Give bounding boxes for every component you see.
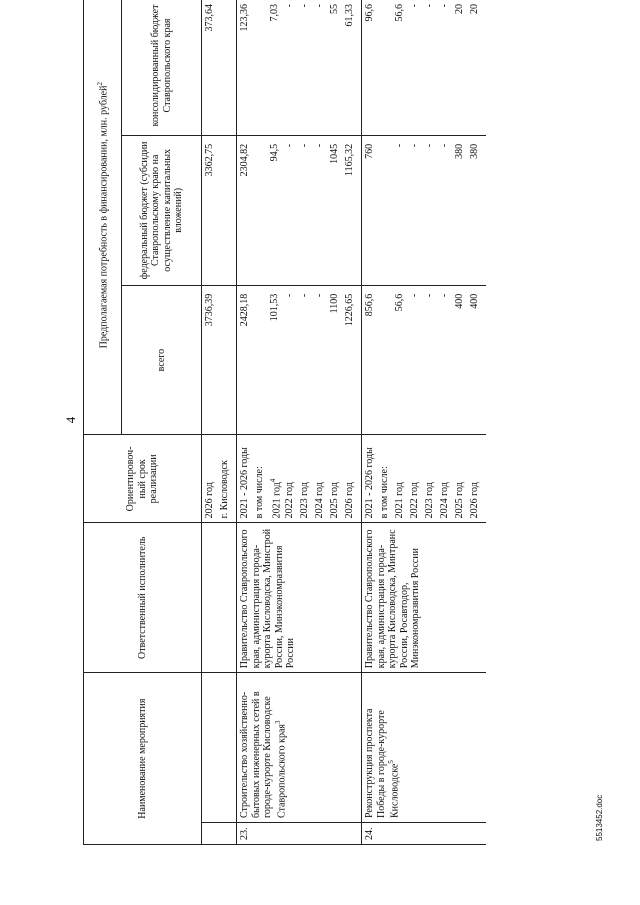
row-name: Строительство хозяйственно-бытовых инженерных сетей в городе-курорте Кисловодске Ставропольского края$^3$ — [237, 673, 362, 823]
header-executor: Ответственный исполнитель — [84, 523, 202, 673]
row-executor: Правительство Ставропольского края, администрация города-курорта Кисловодска, Минстрой России, Минэкономразвития России — [237, 523, 362, 673]
table-row — [362, 0, 487, 845]
top-federal: 3362,75 — [202, 135, 237, 285]
document-code: 5513452.doc — [595, 794, 604, 841]
row-total-cell: 2428,18 101,53 - - - 1100 1226,65 — [237, 285, 362, 435]
row-name: Реконструкция проспекта Победы в городе-курорте Кисловодске$^5$ — [362, 673, 487, 823]
row-federal-cell: 760 - - - - 380 380 — [362, 135, 487, 285]
row-total-cell: 856,6 56,6 - - - 400 400 — [362, 285, 487, 435]
header-name: Наименование мероприятия — [84, 673, 202, 845]
header-term: Ориентировоч-ный срок реализации — [84, 435, 202, 523]
header-funding-group: Предполагаемая потребность в финансировании, млн. рублей$^2$ — [84, 0, 122, 435]
row-regional-cell: 123,36 7,03 - - - 55 61,33 — [237, 0, 362, 135]
header-federal: федеральный бюджет (субсидии Ставропольскому краю на осуществление капитальных вложений) — [122, 135, 202, 285]
row-number: 23. — [237, 823, 362, 845]
row-number: 24. — [362, 823, 487, 845]
header-total: всего — [122, 285, 202, 435]
row-term-cell: 2021 - 2026 годы в том числе: 2021 год$^4$ 2022 год 2023 год 2024 год 2025 год 2026 год — [237, 435, 362, 523]
page-number: 4 — [63, 416, 78, 424]
row-federal-cell: 2304,82 94,5 - - - 1045 1165,32 — [237, 135, 362, 285]
top-regional: 373,64 — [202, 0, 237, 135]
funding-table — [83, 0, 486, 845]
row-executor: Правительство Ставропольского края, администрация города-курорта Кисловодска, Минтранс России, Росавтодор, Минэкономразвития России — [362, 523, 487, 673]
row-term-cell: 2021 - 2026 годы в том числе: 2021 год 2022 год 2023 год 2024 год 2025 год 2026 год — [362, 435, 487, 523]
top-block-row — [202, 0, 237, 845]
table-row — [237, 0, 362, 845]
header-regional: консолидированный бюджет Ставропольского края — [122, 0, 202, 135]
top-term-cell: 2026 год г. Кисловодск — [202, 435, 237, 523]
row-regional-cell: 96,6 56,6 - - - 20 20 — [362, 0, 487, 135]
rotated-sheet — [55, 0, 615, 845]
top-total: 3736,39 — [202, 285, 237, 435]
